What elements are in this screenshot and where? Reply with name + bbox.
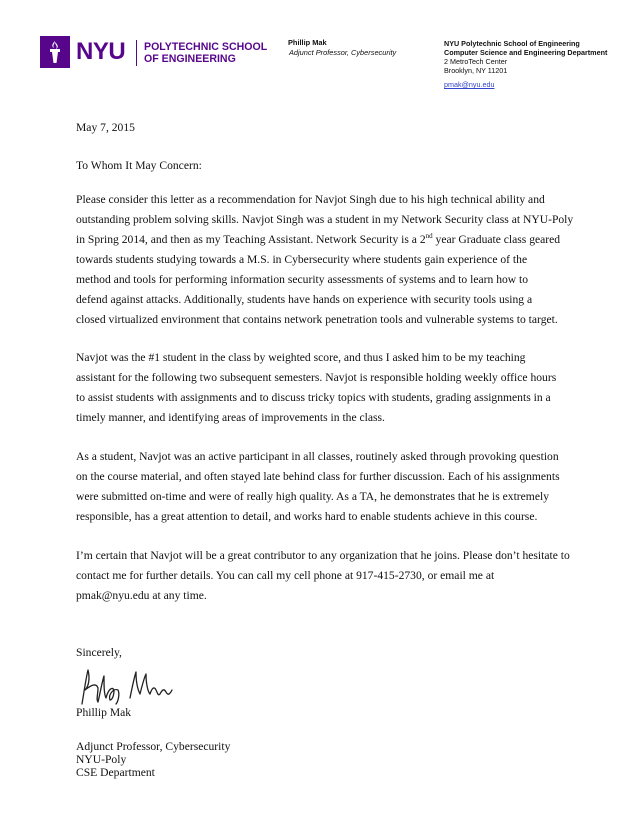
address-institution: NYU Polytechnic School of Engineering	[444, 39, 580, 48]
signer-organization: NYU-Poly	[76, 753, 127, 766]
sender-name: Phillip Mak	[288, 38, 327, 47]
paragraph-2-line-2: assistant for the following two subsequent semesters. Navjot is responsible holding weekly office hours	[76, 371, 557, 384]
paragraph-1-line-7: closed virtualized environment that contains network penetration tools and vulnerable systems to target.	[76, 313, 558, 326]
nyu-poly-logo	[40, 36, 268, 68]
ordinal-suffix: nd	[425, 232, 433, 240]
paragraph-2-line-4: timely manner, and identifying areas of improvements in the class.	[76, 411, 385, 424]
paragraph-1-line-4: towards students studying towards a M.S. in Cybersecurity where students gain experience of the	[76, 253, 528, 266]
paragraph-1-line-1: Please consider this letter as a recommendation for Navjot Singh due to his high technical ability and	[76, 193, 545, 206]
paragraph-3-line-3: were submitted on-time and were of really high quality. As a TA, he demonstrates that he is extremely	[76, 490, 549, 503]
logo-divider	[136, 40, 137, 66]
address-city: Brooklyn, NY 11201	[444, 66, 508, 75]
paragraph-2-line-1: Navjot was the #1 student in the class by weighted score, and thus I asked him to be my teaching	[76, 351, 526, 364]
paragraph-2-line-3: to assist students with assignments and to discuss tricky topics with students, grading assignments in a	[76, 391, 551, 404]
paragraph-1-line-6: defend against attacks. Additionally, students have hands on experience with security tools using a	[76, 293, 533, 306]
paragraph-3-line-1: As a student, Navjot was an active participant in all classes, routinely asked through provoking question	[76, 450, 559, 463]
paragraph-1-line-2: outstanding problem solving skills. Navjot Singh was a student in my Network Security class at NYU-Poly	[76, 213, 574, 226]
paragraph-1-line-5: method and tools for performing information security assessments of systems and to learn how to	[76, 273, 529, 286]
signer-title: Adjunct Professor, Cybersecurity	[76, 740, 231, 753]
signer-department: CSE Department	[76, 766, 155, 779]
school-name-line-1: POLYTECHNIC SCHOOL	[144, 41, 268, 53]
paragraph-1-line-3-part-b: year Graduate class geared	[432, 233, 561, 246]
paragraph-4-line-3: pmak@nyu.edu at any time.	[76, 589, 207, 602]
letter-date: May 7, 2015	[76, 121, 135, 134]
paragraph-3-line-4: responsible, has a great attention to detail, and works hard to enable students achieve in this course.	[76, 510, 538, 523]
paragraph-4-line-1: I’m certain that Navjot will be a great contributor to any organization that he joins. Please don’t hesitate to	[76, 549, 570, 562]
closing: Sincerely,	[76, 646, 122, 659]
letterhead-email-link[interactable]: pmak@nyu.edu	[444, 80, 495, 89]
nyu-torch-icon	[40, 36, 70, 68]
nyu-wordmark: NYU	[76, 38, 126, 65]
address-street: 2 MetroTech Center	[444, 57, 508, 66]
handwritten-signature	[76, 664, 196, 708]
sender-title: Adjunct Professor, Cybersecurity	[289, 48, 397, 57]
paragraph-3-line-2: on the course material, and often stayed late behind class for further discussion. Each of his assignments	[76, 470, 560, 483]
school-name-line-2: OF ENGINEERING	[144, 53, 236, 65]
salutation: To Whom It May Concern:	[76, 159, 202, 172]
signer-name: Phillip Mak	[76, 706, 132, 719]
paragraph-1-line-3	[76, 233, 560, 247]
paragraph-4-line-2: contact me for further details. You can call my cell phone at 917-415-2730, or email me at	[76, 569, 495, 582]
address-department: Computer Science and Engineering Department	[444, 48, 608, 57]
paragraph-1-line-3-part-a: in Spring 2014, and then as my Teaching Assistant. Network Security is a 2	[76, 233, 426, 246]
